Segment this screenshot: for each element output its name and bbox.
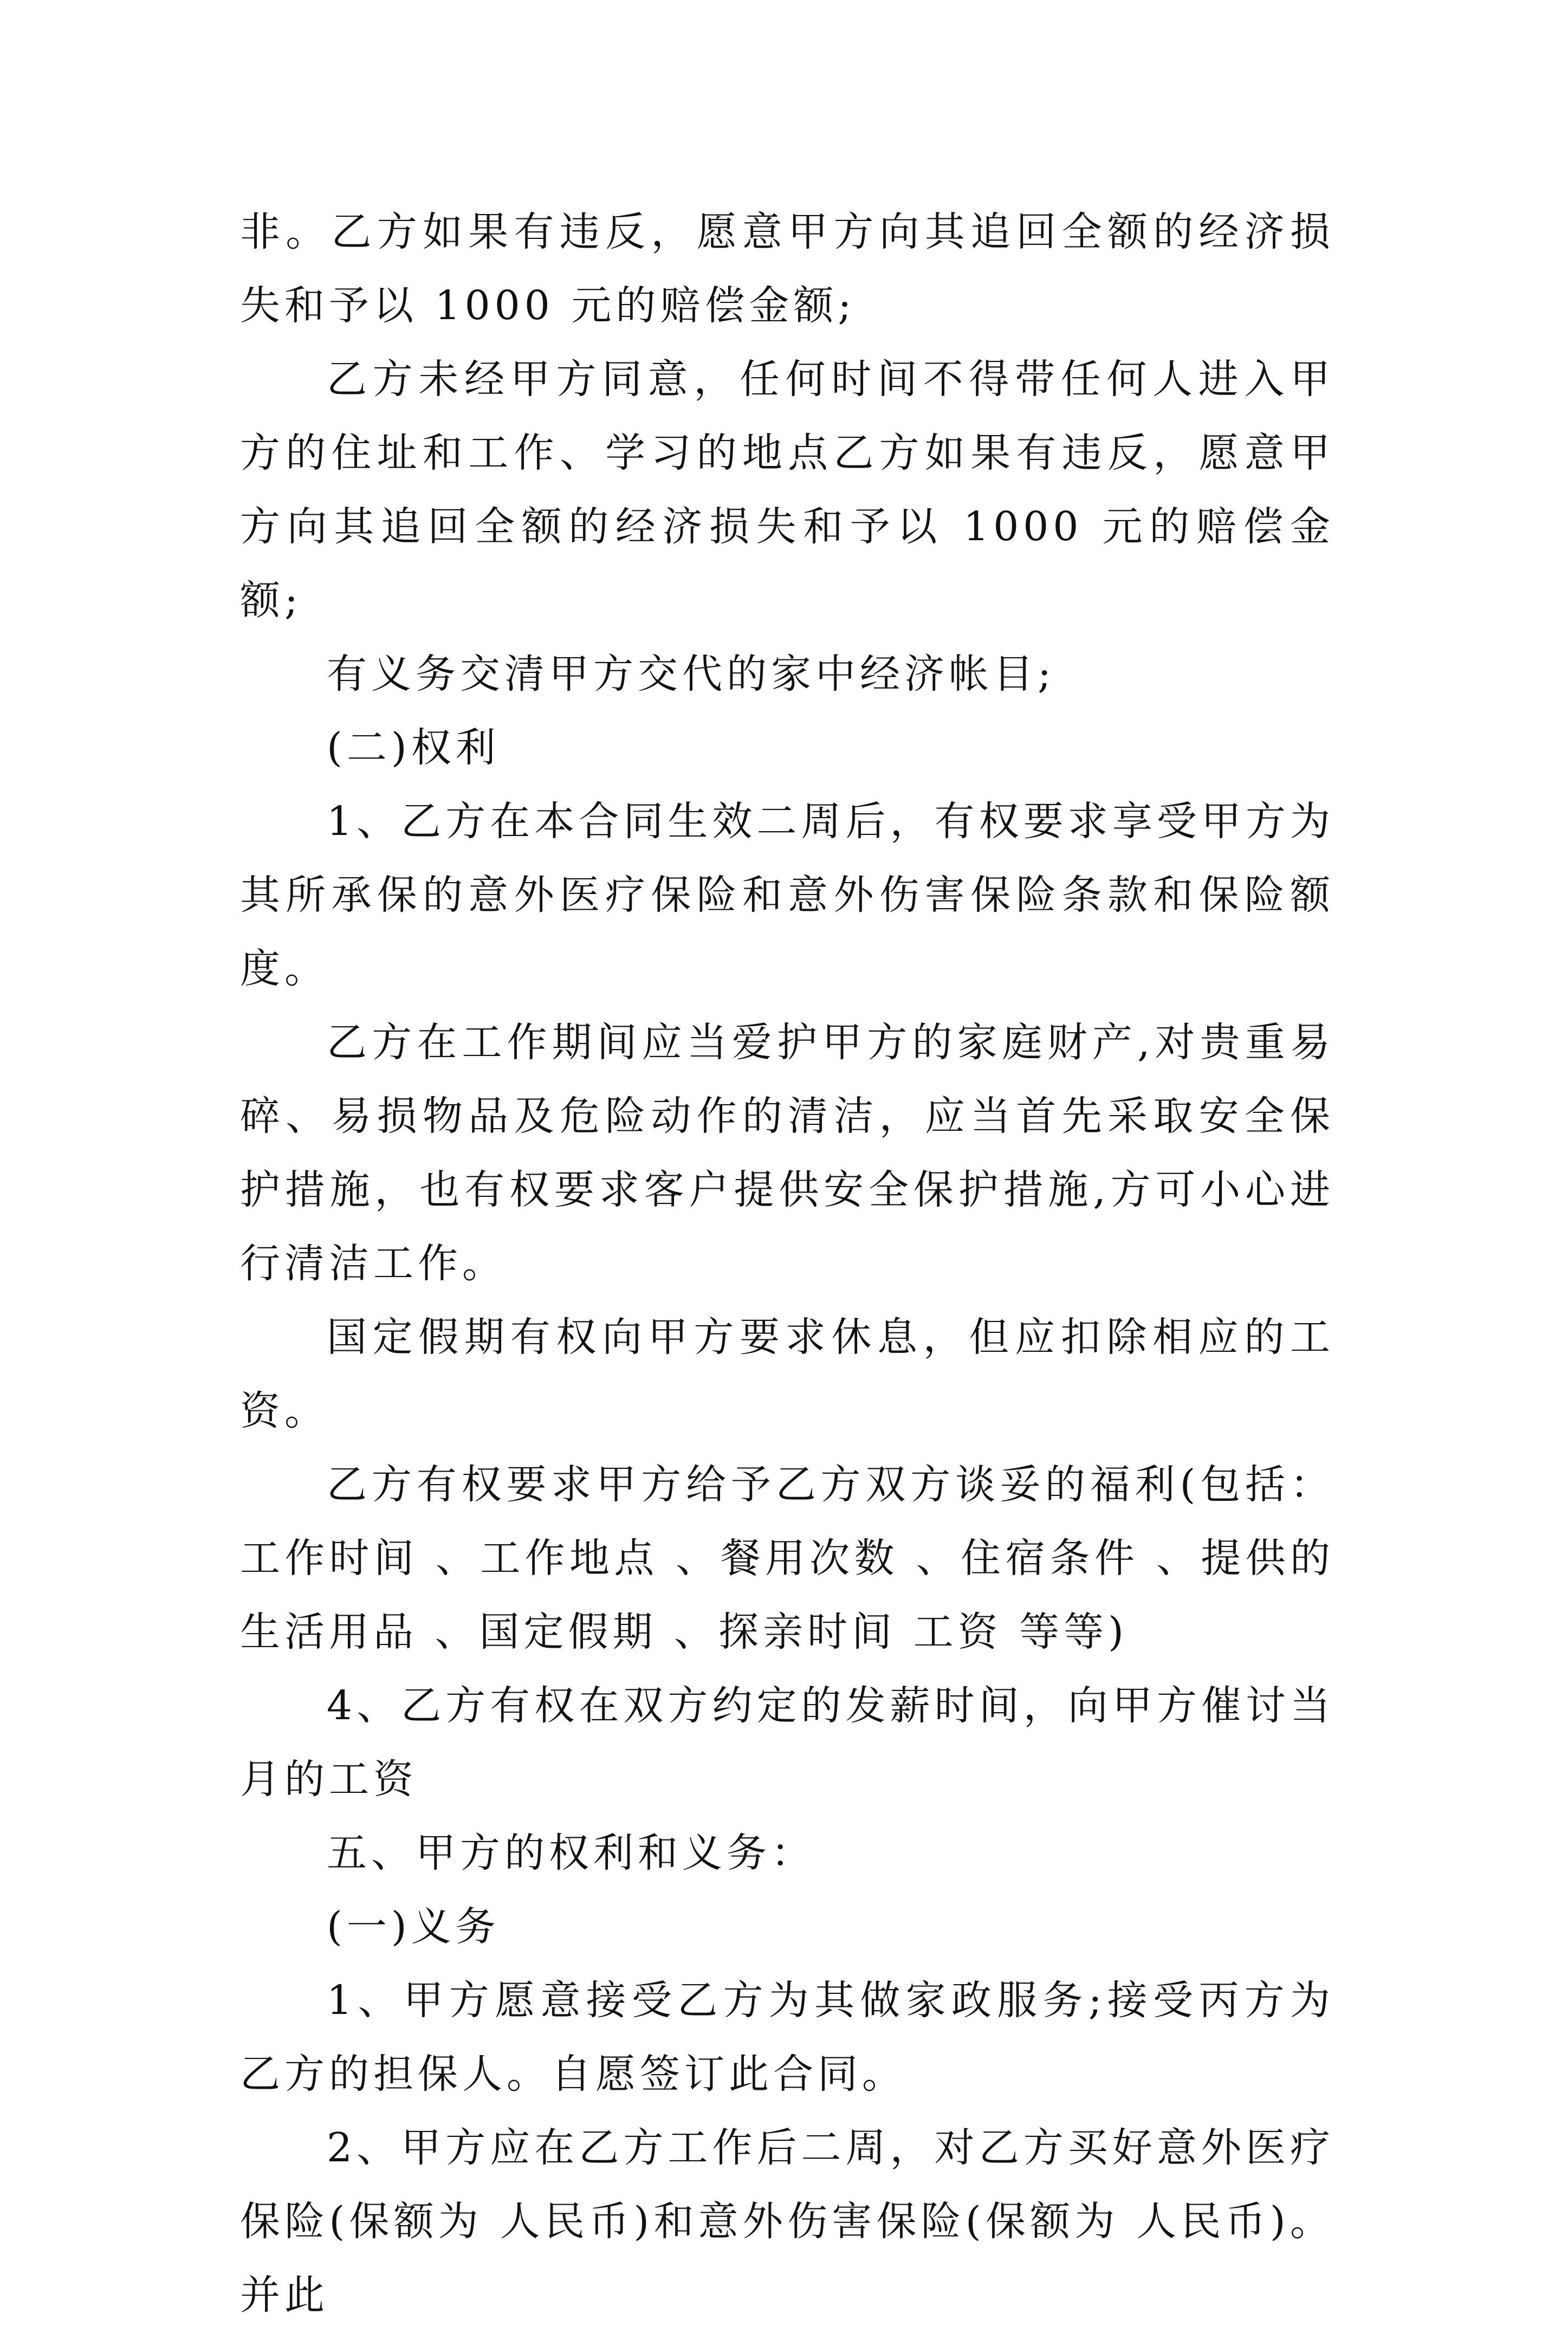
paragraph-8: 乙方有权要求甲方给予乙方双方谈妥的福利(包括：工作时间 、工作地点 、餐用次数 、住宿条件 、提供的生活用品 、国定假期 、探亲时间 工资 等等) — [240, 1461, 1334, 1655]
paragraph-9: 4、乙方有权在双方约定的发薪时间，向甲方催讨当月的工资 — [240, 1682, 1334, 1803]
paragraph-12: 1、甲方愿意接受乙方为其做家政服务;接受丙方为乙方的担保人。自愿签订此合同。 — [240, 1977, 1334, 2097]
document-body — [240, 195, 1334, 2332]
paragraph-7: 国定假期有权向甲方要求休息，但应扣除相应的工资。 — [240, 1314, 1334, 1434]
paragraph-5: 1、乙方在本合同生效二周后，有权要求享受甲方为其所承保的意外医疗保险和意外伤害保险条款和保险额度。 — [240, 798, 1334, 992]
section-heading-obligations: (一)义务 — [327, 1903, 500, 1950]
paragraph-3: 有义务交清甲方交代的家中经济帐目; — [327, 651, 1055, 697]
paragraph-2: 乙方未经甲方同意，任何时间不得带任何人进入甲方的住址和工作、学习的地点乙方如果有违反，愿意甲方向其追回全额的经济损失和予以 1000 元的赔偿金额; — [240, 356, 1334, 624]
paragraph-1: 非。乙方如果有违反，愿意甲方向其追回全额的经济损失和予以 1000 元的赔偿金额; — [240, 209, 1334, 329]
section-heading-party-a: 五、甲方的权利和义务： — [327, 1830, 815, 1876]
paragraph-13: 2、甲方应在乙方工作后二周，对乙方买好意外医疗保险(保额为 人民币)和意外伤害保险(保额为 人民币)。并此 — [240, 2124, 1334, 2318]
section-heading-rights: (二)权利 — [327, 724, 500, 771]
paragraph-6: 乙方在工作期间应当爱护甲方的家庭财产,对贵重易碎、易损物品及危险动作的清洁，应当首先采取安全保护措施，也有权要求客户提供安全保护措施,方可小心进行清洁工作。 — [240, 1019, 1334, 1287]
